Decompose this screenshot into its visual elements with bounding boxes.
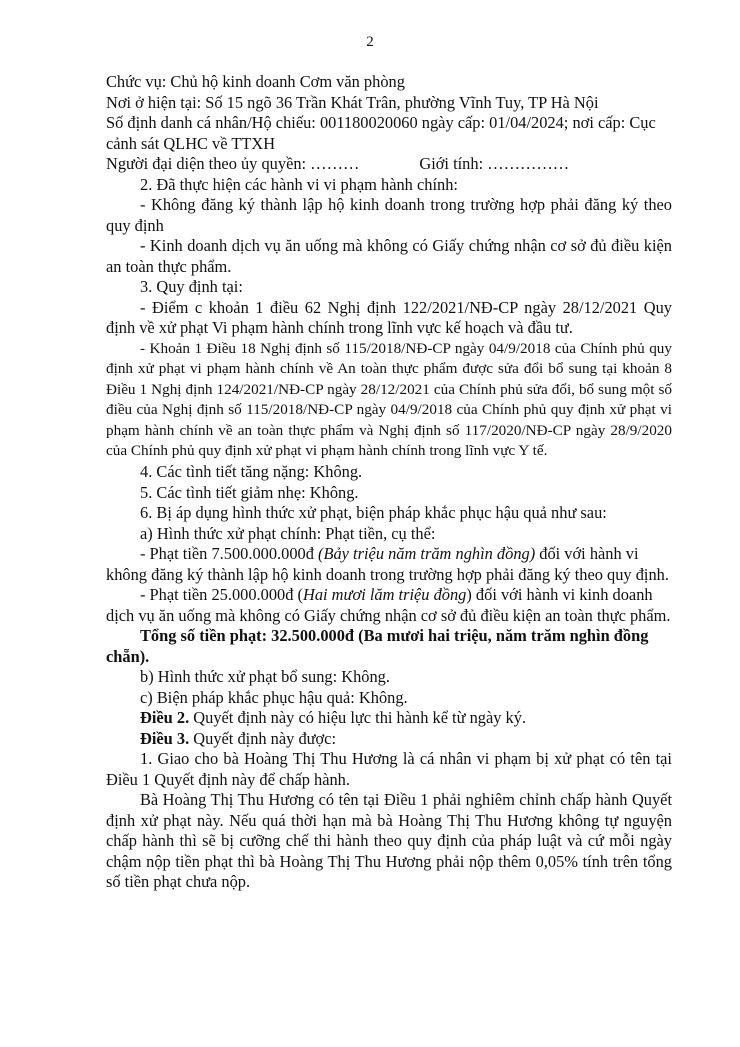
section2-item-2: - Kinh doanh dịch vụ ăn uống mà không có Giấy chứng nhận cơ sở đủ điều kiện an toàn thực phẩm. (106, 236, 672, 276)
representative-label: Người đại diện theo ủy quyền: ……… (106, 154, 360, 173)
article-3-item-1: 1. Giao cho bà Hoàng Thị Thu Hương là cá nhân vi phạm bị xử phạt có tên tại Điều 1 Quyết định này để chấp hành. (106, 749, 672, 789)
total-fine: Tổng số tiền phạt: 32.500.000đ (Ba mươi hai triệu, năm trăm nghìn đồng chẵn). (106, 626, 649, 666)
section2-item-1: - Không đăng ký thành lập hộ kinh doanh trong trường hợp phải đăng ký theo quy định (106, 195, 672, 235)
article-2-text: Quyết định này có hiệu lực thi hành kể từ ngày ký. (189, 708, 527, 728)
article-3 (106, 729, 672, 750)
section3-item-1: - Điểm c khoản 1 điều 62 Nghị định 122/2021/NĐ-CP ngày 28/12/2021 Quy định về xử phạt Vi phạm hành chính trong lĩnh vực kế hoạch và đầu tư. (106, 297, 672, 337)
page-number: 2 (366, 34, 374, 50)
article-3-label: Điều 3. (140, 728, 190, 748)
article-3-text: Quyết định này được: (189, 728, 337, 748)
section4: 4. Các tình tiết tăng nặng: Không. (140, 462, 363, 482)
section3-heading: 3. Quy định tại: (140, 277, 243, 296)
fine-2-words: Hai mươi lăm triệu đồng (302, 585, 467, 605)
main-penalty: a) Hình thức xử phạt chính: Phạt tiền, cụ thể: (140, 523, 436, 543)
violator-position: Chức vụ: Chủ hộ kinh doanh Cơm văn phòng (106, 72, 405, 91)
section6-heading: 6. Bị áp dụng hình thức xử phạt, biện pháp khắc phục hậu quả như sau: (140, 503, 607, 523)
section2-heading: 2. Đã thực hiện các hành vi vi phạm hành chính: (140, 174, 458, 194)
fine-2-suffix: ) đối với hành vi kinh doanh dịch vụ ăn uống mà không có Giấy chứng nhận cơ sở đủ điều kiện an toàn thực phẩm. (106, 585, 671, 625)
article-2-label: Điều 2. (140, 708, 190, 728)
fine-1-suffix: đối với hành vi không đăng ký thành lập hộ kinh doanh trong trường hợp phải đăng ký theo quy định. (106, 544, 669, 584)
fine-2-prefix: - Phạt tiền 25.000.000đ ( (140, 585, 303, 605)
violator-residence: Nơi ở hiện tại: Số 15 ngõ 36 Trần Khát Trân, phường Vĩnh Tuy, TP Hà Nội (106, 92, 599, 112)
fine-2 (106, 585, 672, 626)
violator-id: Số định danh cá nhân/Hộ chiếu: 001180020060 ngày cấp: 01/04/2024; nơi cấp: Cục cảnh sát QLHC về TTXH (106, 113, 656, 153)
remedial-measures: c) Biện pháp khắc phục hậu quả: Không. (140, 687, 408, 707)
fine-1 (106, 544, 672, 585)
additional-penalty: b) Hình thức xử phạt bổ sung: Không. (140, 667, 390, 687)
section5: 5. Các tình tiết giảm nhẹ: Không. (140, 482, 359, 502)
decision-body (106, 72, 672, 893)
article-2 (106, 708, 672, 729)
section3-item-2: - Khoản 1 Điều 18 Nghị định số 115/2018/NĐ-CP ngày 04/9/2018 của Chính phủ quy định xử phạt vi phạm hành chính về An toàn thực phẩm được sửa đổi bổ sung tại khoản 8 Điều 1 Nghị định 124/2021/NĐ-CP ngày 28/12/2021 của Chính phủ sửa đổi, bổ sung một số điều của Nghị định số 115/2018/NĐ-CP ngày 04/9/2018 của Chính phủ quy định xử phạt vi phạm hành chính về an toàn thực phẩm và Nghị định số 117/2020/NĐ-CP ngày 28/9/2020 của Chính phủ quy định xử phạt vi phạm hành chính trong lĩnh vực Y tế. (106, 339, 672, 460)
fine-1-words: (Bảy triệu năm trăm nghìn đồng) (318, 544, 536, 564)
representative-row (106, 154, 672, 175)
article-3-paragraph: Bà Hoàng Thị Thu Hương có tên tại Điều 1 phải nghiêm chỉnh chấp hành Quyết định xử phạt này. Nếu quá thời hạn mà bà Hoàng Thị Thu Hương không tự nguyện chấp hành thì sẽ bị cưỡng chế thi hành theo quy định của pháp luật và cứ mỗi ngày chậm nộp tiền phạt thì bà Hoàng Thị Thu Hương phải nộp thêm 0,05% tính trên tổng số tiền phạt chưa nộp. (106, 790, 672, 892)
fine-1-prefix: - Phạt tiền 7.500.000.000đ (140, 544, 319, 564)
gender-label: Giới tính: …………… (419, 154, 570, 173)
